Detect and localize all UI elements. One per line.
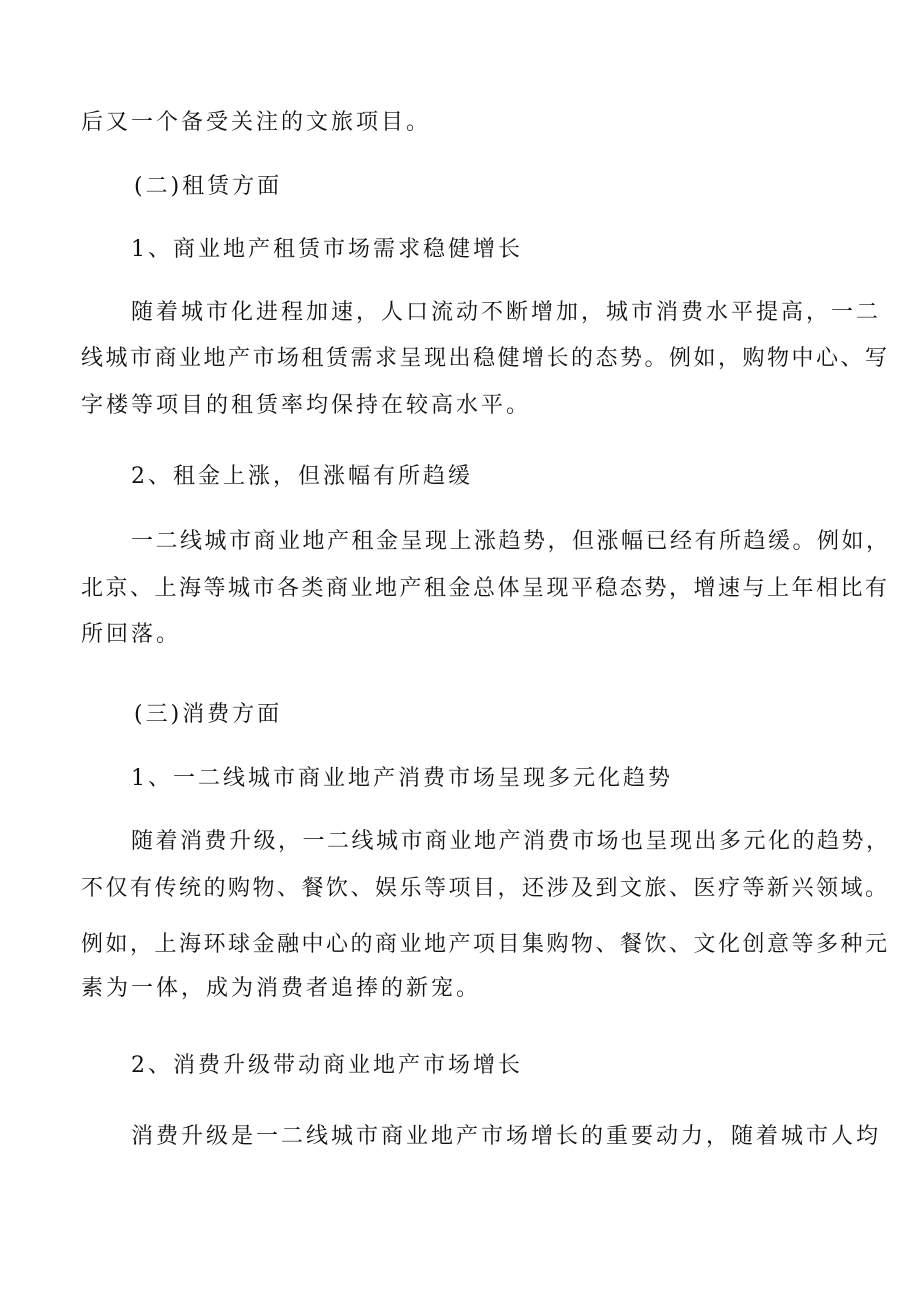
subheading-diversification: 1、一二线城市商业地产消费市场呈现多元化趋势 [131,766,673,791]
paragraph-line: 一二线城市商业地产租金呈现上涨趋势，但涨幅已经有所趋缓。例如， [131,529,891,554]
paragraph-line: 所回落。 [81,622,182,647]
section-heading-lease: (二)租赁方面 [134,174,283,199]
subheading-rent-rise: 2、租金上涨，但涨幅有所趋缓 [131,464,473,489]
paragraph-line: 不仅有传统的购物、餐饮、娱乐等项目，还涉及到文旅、医疗等新兴领域。 [81,876,890,901]
paragraph-line: 随着消费升级，一二线城市商业地产消费市场也呈现出多元化的趋势， [131,829,891,854]
paragraph-line: 例如，上海环球金融中心的商业地产项目集购物、餐饮、文化创意等多种元 [81,932,890,957]
subheading-consumption-upgrade: 2、消费升级带动商业地产市场增长 [131,1053,523,1078]
paragraph-line: 后又一个备受关注的文旅项目。 [81,110,432,135]
paragraph-line: 线城市商业地产市场租赁需求呈现出稳健增长的态势。例如，购物中心、写 [81,346,890,371]
paragraph-line: 消费升级是一二线城市商业地产市场增长的重要动力，随着城市人均 [131,1124,882,1149]
paragraph-line: 随着城市化进程加速，人口流动不断增加，城市消费水平提高，一二 [131,300,882,325]
paragraph-line: 素为一体，成为消费者追捧的新宠。 [81,976,482,1001]
paragraph-line: 北京、上海等城市各类商业地产租金总体呈现平稳态势，增速与上年相比有 [81,576,890,601]
paragraph-line: 字楼等项目的租赁率均保持在较高水平。 [81,393,532,418]
section-heading-consumption: (三)消费方面 [134,702,283,727]
subheading-lease-demand: 1、商业地产租赁市场需求稳健增长 [131,237,523,262]
